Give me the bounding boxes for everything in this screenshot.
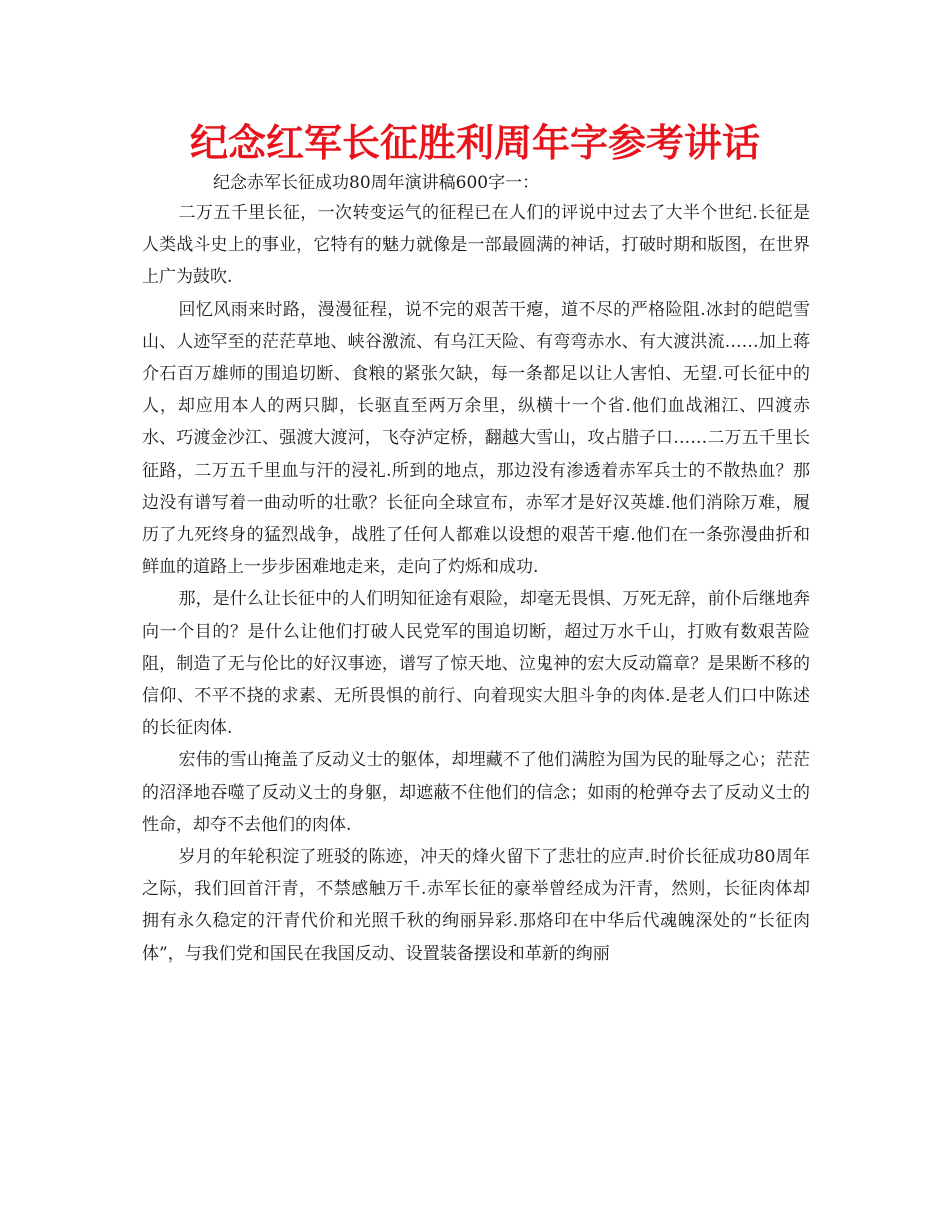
document-title: 纪念红军长征胜利周年字参考讲话 <box>189 121 760 165</box>
paragraph-4: 宏伟的雪山掩盖了反动义士的躯体，却埋藏不了他们满腔为国为民的耻辱之心；茫茫的沼泽地吞噬了反动义士的身躯，却遮蔽不住他们的信念；如雨的枪弹夺去了反动义士的性命，却夺不去他们的肉体. <box>142 750 810 835</box>
paragraph-5: 岁月的年轮积淀了班驳的陈迹，冲天的烽火留下了悲壮的应声.时价长征成功80周年之际，我们回首汗青，不禁感触万千.赤军长征的豪举曾经成为汗青，然则，长征肉体却拥有永久稳定的汗青代价和光照千秋的绚丽异彩.那烙印在中华后代魂魄深处的“长征肉体”，与我们党和国民在我国反动、设置装备摆设和革新的绚丽 <box>142 847 810 964</box>
document-subtitle: 纪念赤军长征成功80周年演讲稿600字一： <box>213 173 540 193</box>
paragraph-1: 二万五千里长征，一次转变运气的征程已在人们的评说中过去了大半个世纪.长征是人类战斗史上的事业，它特有的魅力就像是一部最圆满的神话，打破时期和版图，在世界上广为鼓吹. <box>142 203 810 288</box>
paragraph-3: 那，是什么让长征中的人们明知征途有艰险，却毫无畏惧、万死无辞，前仆后继地奔向一个目的？是什么让他们打破人民党军的围追切断，超过万水千山，打败有数艰苦险阻，制造了无与伦比的好汉事迹，谱写了惊天地、泣鬼神的宏大反动篇章？是果断不移的信仰、不平不挠的求素、无所畏惧的前行、向着现实大胆斗争的肉体.是老人们口中陈述的长征肉体. <box>142 589 810 739</box>
document-body <box>142 197 810 970</box>
paragraph-2: 回忆风雨来时路，漫漫征程，说不完的艰苦干瘪，道不尽的严格险阻.冰封的皑皑雪山、人迹罕至的茫茫草地、峡谷激流、有乌江天险、有弯弯赤水、有大渡洪流……加上蒋介石百万雄师的围追切断、食粮的紧张欠缺，每一条都足以让人害怕、无望.可长征中的人，却应用本人的两只脚，长驱直至两万余里，纵横十一个省.他们血战湘江、四渡赤水、巧渡金沙江、强渡大渡河，飞夺泸定桥，翻越大雪山，攻占腊子口……二万五千里长征路，二万五千里血与汗的浸礼.所到的地点，那边没有渗透着赤军兵士的不散热血？那边没有谱写着一曲动听的壮歌？长征向全球宣布，赤军才是好汉英雄.他们消除万难，履历了九死终身的猛烈战争，战胜了任何人都难以设想的艰苦干瘪.他们在一条弥漫曲折和鲜血的道路上一步步困难地走来，走向了灼烁和成功. <box>142 299 810 578</box>
